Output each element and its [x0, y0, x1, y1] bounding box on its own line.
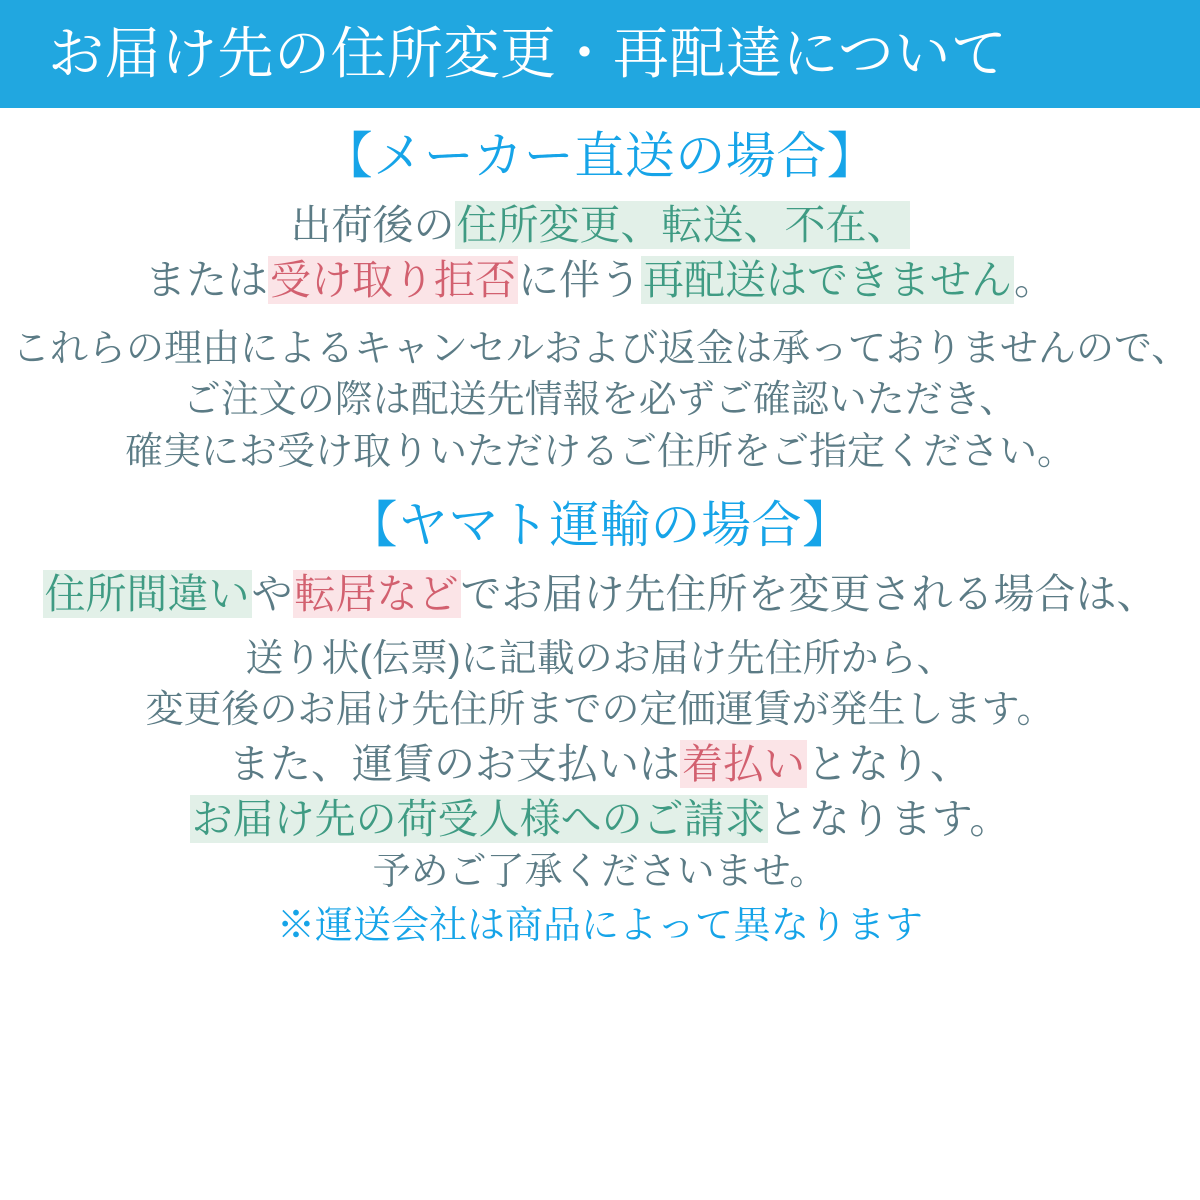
text-span: となります。	[767, 796, 1011, 843]
text-span: 。	[1014, 256, 1055, 303]
section-heading: 【ヤマト運輸の場合】	[347, 497, 853, 554]
text-span: 送り状(伝票)に記載のお届け先住所から、	[245, 638, 955, 681]
text-span: に伴う	[518, 256, 641, 303]
text-span: 出荷後の	[290, 201, 455, 248]
notice-line	[12, 686, 1188, 735]
header-bar	[0, 0, 1200, 108]
notice-line	[12, 376, 1188, 425]
text-span: また、運賃のお支払いは	[229, 740, 680, 787]
highlight-pink: 受け取り拒否	[270, 256, 516, 303]
section-heading: 【メーカー直送の場合】	[322, 128, 878, 184]
highlight-green: 住所変更、転送、不在、	[456, 201, 908, 248]
section-yamato	[12, 499, 1188, 898]
section-lines	[12, 568, 1188, 898]
notice-line	[12, 848, 1188, 897]
text-span: となり、	[807, 740, 971, 787]
text-span: でお届け先住所を変更される場合は、	[460, 570, 1158, 617]
highlight-green: 再配送はできません	[643, 256, 1012, 303]
notice-line	[12, 738, 1188, 791]
text-span: や	[251, 570, 293, 617]
footnote: ※運送会社は商品によって異なります	[276, 904, 923, 947]
notice-line	[12, 254, 1188, 307]
notice-body	[0, 130, 1200, 949]
page-title: お届け先の住所変更・再配達について	[48, 22, 1008, 85]
notice-line	[12, 568, 1188, 621]
text-span: 変更後のお届け先住所までの定価運賃が発生します。	[145, 689, 1055, 732]
notice-line	[12, 793, 1188, 846]
highlight-pink: 着払い	[682, 740, 805, 787]
text-span: ご注文の際は配送先情報を必ずご確認いただき、	[182, 379, 1018, 422]
text-span: これらの理由によるキャンセルおよび返金は承っておりませんので、	[12, 328, 1190, 371]
highlight-green: 住所間違い	[44, 570, 250, 617]
highlight-green: お届け先の荷受人様へのご請求	[191, 796, 766, 843]
notice-line	[12, 635, 1188, 684]
section-lines	[12, 199, 1188, 478]
text-span: 確実にお受け取りいただけるご住所をご指定ください。	[124, 430, 1075, 473]
text-span: または	[145, 256, 268, 303]
notice-line	[12, 199, 1188, 252]
notice-line	[12, 428, 1188, 477]
notice-line	[12, 325, 1188, 374]
section-maker-direct	[12, 130, 1188, 477]
highlight-pink: 転居など	[294, 570, 459, 617]
text-span: 予めご了承くださいませ。	[372, 851, 828, 894]
